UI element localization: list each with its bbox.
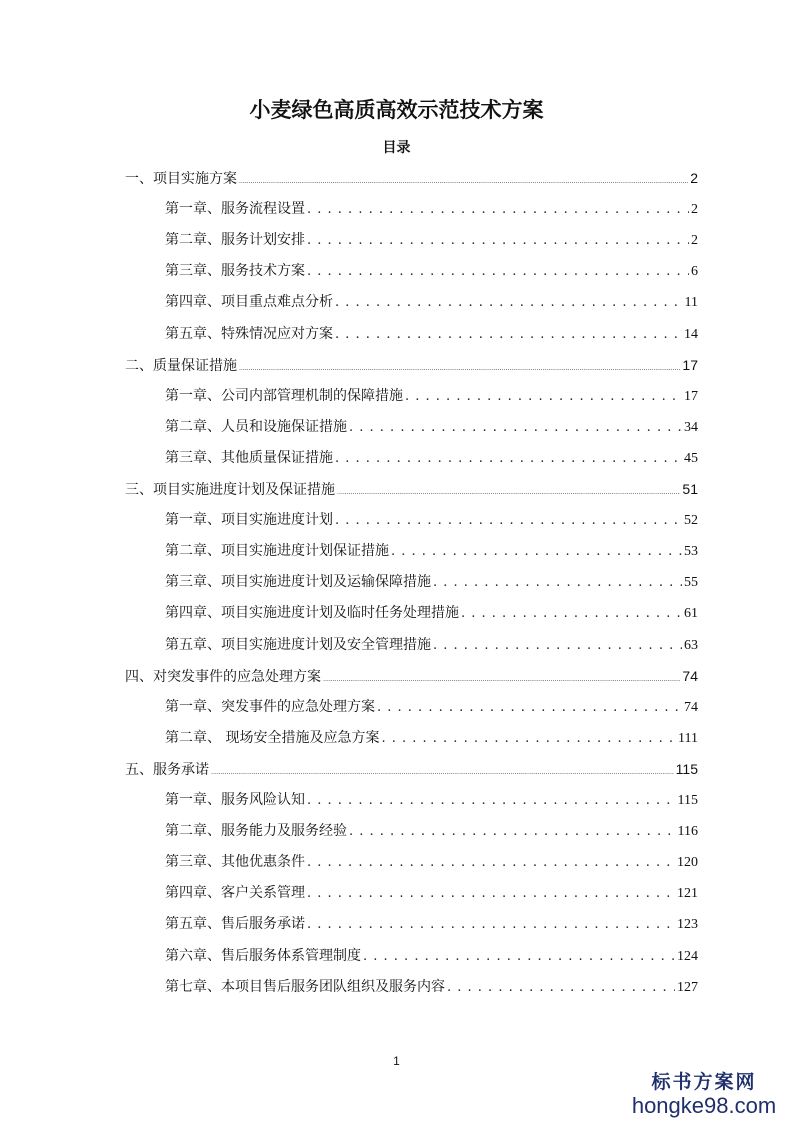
- toc-entry-label: 第一章、突发事件的应急处理方案: [165, 698, 375, 715]
- toc-dot-leader: [433, 572, 682, 593]
- toc-chapter-entry[interactable]: [165, 635, 698, 655]
- toc-entry-page: 74: [684, 699, 698, 715]
- toc-entry-label: 四、对突发事件的应急处理方案: [125, 668, 321, 685]
- toc-chapter-entry[interactable]: [165, 386, 698, 406]
- toc-entry-label: 第三章、服务技术方案: [165, 263, 305, 280]
- toc-dot-leader: [335, 324, 682, 345]
- toc-chapter-entry[interactable]: [165, 603, 698, 623]
- toc-dot-leader: [239, 169, 688, 192]
- toc-entry-page: 74: [682, 667, 698, 684]
- toc-entry-page: 116: [677, 824, 698, 840]
- toc-dot-leader: [447, 977, 675, 998]
- toc-entry-page: 127: [677, 979, 698, 995]
- toc-entry-page: 51: [682, 481, 698, 497]
- watermark-name: 标书方案网: [651, 1071, 757, 1093]
- toc-entry-page: 124: [677, 948, 698, 964]
- toc-entry-page: 34: [684, 419, 698, 435]
- toc-dot-leader: [323, 667, 680, 690]
- toc-dot-leader: [307, 230, 689, 251]
- toc-chapter-entry[interactable]: [165, 230, 698, 250]
- toc-dot-leader: [335, 292, 683, 313]
- toc-entry-label: 第二章、项目实施进度计划保证措施: [165, 543, 389, 560]
- toc-chapter-entry[interactable]: [165, 946, 698, 966]
- page-number: 1: [393, 1054, 400, 1068]
- toc-dot-leader: [377, 697, 682, 718]
- toc-entry-label: 第二章、服务能力及服务经验: [165, 823, 347, 840]
- toc-chapter-entry[interactable]: [165, 852, 698, 872]
- toc-entry-label: 五、服务承诺: [125, 761, 209, 778]
- toc-dot-leader: [405, 386, 682, 407]
- toc-entry-label: 二、质量保证措施: [125, 357, 237, 374]
- toc-entry-label: 一、项目实施方案: [125, 171, 237, 187]
- toc-entry-page: 53: [684, 544, 698, 560]
- toc-entry-page: 61: [684, 606, 698, 622]
- toc-chapter-entry[interactable]: [165, 199, 698, 219]
- toc-dot-leader: [307, 199, 689, 220]
- toc-chapter-entry[interactable]: [165, 541, 698, 561]
- toc-entry-page: 52: [684, 513, 698, 529]
- toc-entry-page: 2: [690, 170, 698, 186]
- toc-entry-label: 第三章、其他优惠条件: [165, 854, 305, 871]
- toc-chapter-entry[interactable]: [165, 324, 698, 344]
- toc-entry-label: 第二章、 现场安全措施及应急方案: [165, 729, 380, 746]
- toc-entry-label: 第四章、客户关系管理: [165, 885, 305, 902]
- toc-dot-leader: [239, 356, 680, 379]
- toc-entry-label: 三、项目实施进度计划及保证措施: [125, 482, 335, 498]
- toc-chapter-entry[interactable]: [165, 728, 698, 748]
- toc-chapter-entry[interactable]: [165, 510, 698, 530]
- toc-dot-leader: [461, 603, 682, 624]
- toc-chapter-entry[interactable]: [165, 261, 698, 281]
- toc-chapter-entry[interactable]: [165, 572, 698, 592]
- watermark-url: hongke98.com: [631, 1093, 777, 1118]
- toc-section-entry[interactable]: [125, 355, 698, 375]
- toc-dot-leader: [391, 541, 682, 562]
- toc-entry-label: 第七章、本项目售后服务团队组织及服务内容: [165, 978, 445, 995]
- toc-entry-label: 第五章、特殊情况应对方案: [165, 325, 333, 342]
- toc-dot-leader: [307, 914, 675, 935]
- toc-chapter-entry[interactable]: [165, 448, 698, 468]
- toc-entry-label: 第一章、服务流程设置: [165, 201, 305, 218]
- toc-entry-page: 123: [677, 917, 698, 933]
- toc-entry-page: 2: [691, 202, 698, 218]
- toc-chapter-entry[interactable]: [165, 292, 698, 312]
- toc-entry-label: 第一章、项目实施进度计划: [165, 512, 333, 529]
- toc-dot-leader: [307, 883, 675, 904]
- toc-entry-page: 14: [684, 326, 698, 342]
- toc-section-entry[interactable]: [125, 666, 698, 686]
- toc-dot-leader: [335, 448, 682, 469]
- toc-entry-page: 115: [677, 793, 698, 808]
- toc-entry-label: 第五章、售后服务承诺: [165, 916, 305, 933]
- toc-dot-leader: [335, 510, 682, 531]
- toc-dot-leader: [307, 790, 676, 811]
- toc-entry-label: 第四章、项目实施进度计划及临时任务处理措施: [165, 605, 459, 622]
- toc-entry-page: 55: [684, 575, 698, 591]
- toc-entry-page: 17: [682, 356, 698, 373]
- toc-dot-leader: [337, 480, 680, 503]
- watermark: [629, 1070, 779, 1118]
- toc-chapter-entry[interactable]: [165, 883, 698, 903]
- toc-entry-page: 63: [684, 637, 698, 653]
- toc-entry-label: 第二章、服务计划安排: [165, 232, 305, 249]
- toc-entry-page: 6: [691, 264, 698, 280]
- toc-dot-leader: [211, 760, 674, 783]
- toc-chapter-entry[interactable]: [165, 977, 698, 997]
- toc-entry-page: 121: [677, 886, 698, 902]
- document-title: 小麦绿色高质高效示范技术方案: [249, 98, 544, 122]
- toc-dot-leader: [307, 852, 675, 873]
- toc-entry-page: 11: [684, 295, 698, 311]
- toc-heading: 目录: [382, 140, 411, 156]
- toc-chapter-entry[interactable]: [165, 914, 698, 934]
- toc-entry-label: 第三章、项目实施进度计划及运输保障措施: [165, 574, 431, 591]
- toc-entry-label: 第二章、人员和设施保证措施: [165, 418, 347, 435]
- toc-entry-label: 第一章、公司内部管理机制的保障措施: [165, 387, 403, 404]
- toc-dot-leader: [381, 728, 676, 749]
- toc-section-entry[interactable]: [125, 759, 698, 779]
- toc-dot-leader: [307, 261, 689, 282]
- toc-chapter-entry[interactable]: [165, 697, 698, 717]
- toc-dot-leader: [349, 821, 676, 842]
- toc-entry-label: 第五章、项目实施进度计划及安全管理措施: [165, 636, 431, 653]
- toc-dot-leader: [433, 635, 682, 656]
- toc-entry-label: 第一章、服务风险认知: [165, 792, 305, 808]
- toc-entry-label: 第六章、售后服务体系管理制度: [165, 947, 361, 964]
- toc-entry-page: 115: [675, 760, 698, 777]
- toc-chapter-entry[interactable]: [165, 821, 698, 841]
- toc-section-entry[interactable]: [125, 479, 698, 499]
- toc-entry-label: 第四章、项目重点难点分析: [165, 294, 333, 311]
- toc-entry-page: 120: [677, 855, 698, 871]
- toc-chapter-entry[interactable]: [165, 790, 698, 810]
- toc-section-entry[interactable]: [125, 168, 698, 188]
- toc-dot-leader: [349, 417, 682, 438]
- toc-chapter-entry[interactable]: [165, 417, 698, 437]
- toc-entry-page: 2: [691, 233, 698, 249]
- toc-entry-page: 111: [678, 730, 698, 746]
- toc-entry-page: 45: [684, 450, 698, 466]
- toc-entry-page: 17: [684, 388, 698, 404]
- toc-entry-label: 第三章、其他质量保证措施: [165, 449, 333, 466]
- toc-dot-leader: [363, 946, 675, 967]
